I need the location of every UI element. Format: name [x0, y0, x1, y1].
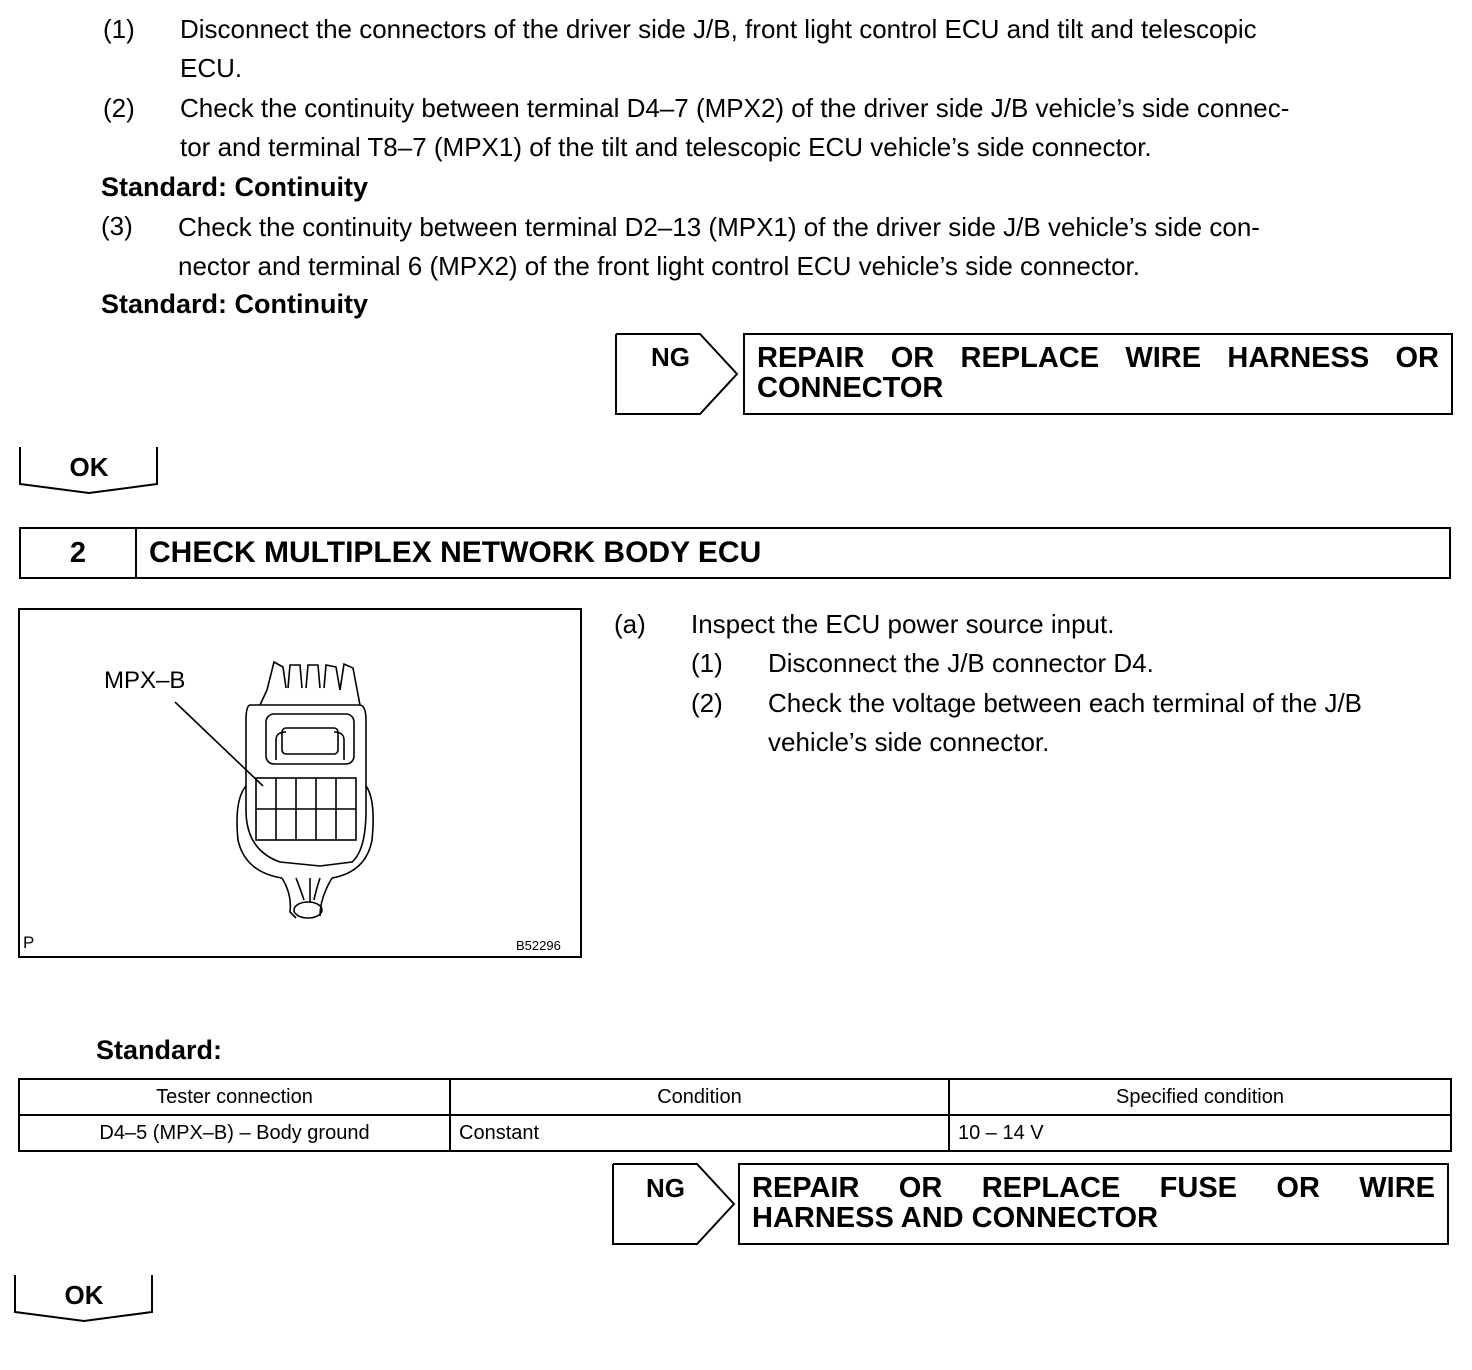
step-line: nector and terminal 6 (MPX2) of the front light control ECU vehicle’s side connector.: [178, 251, 1140, 281]
step-text: [178, 208, 1458, 286]
step-number: (1): [103, 14, 135, 44]
table-cell: 10 – 14 V: [949, 1115, 1451, 1151]
step-line: Disconnect the J/B connector D4.: [768, 648, 1154, 678]
table-header-row: [19, 1079, 1451, 1115]
ok-label: OK: [64, 1280, 104, 1310]
step-line: Check the continuity between terminal D4–7 (MPX2) of the driver side J/B vehicle’s side connec-: [180, 93, 1290, 123]
step-line: Check the continuity between terminal D2–13 (MPX1) of the driver side J/B vehicle’s side con-: [178, 212, 1260, 242]
figure-code: B52296: [516, 938, 561, 953]
ok-label: OK: [69, 452, 109, 482]
repair-line-2: CONNECTOR: [757, 372, 944, 404]
repair-line-2: HARNESS AND CONNECTOR: [752, 1202, 1159, 1234]
step-text: [180, 89, 1460, 167]
table-row: [19, 1115, 1451, 1151]
inspect-substep: [768, 644, 1468, 683]
repair-line-1: REPAIR OR REPLACE FUSE OR WIRE: [752, 1172, 1435, 1204]
figure-corner-mark: P: [23, 933, 35, 952]
step-line: ECU.: [180, 53, 243, 83]
step-line: vehicle’s side connector.: [768, 727, 1050, 757]
table-header: Condition: [450, 1079, 949, 1115]
standard-continuity: Standard: Continuity: [101, 172, 368, 202]
ng-label: NG: [646, 1173, 685, 1203]
step-header: [19, 527, 1451, 579]
inspect-substep: [768, 684, 1468, 762]
table-cell: D4–5 (MPX–B) – Body ground: [19, 1115, 450, 1151]
step-number: (2): [691, 688, 723, 718]
table-header: Tester connection: [19, 1079, 450, 1115]
step-title: CHECK MULTIPLEX NETWORK BODY ECU: [149, 536, 762, 569]
step-number: (2): [103, 93, 135, 123]
step-line: tor and terminal T8–7 (MPX1) of the tilt and telescopic ECU vehicle’s side connector.: [180, 132, 1152, 162]
table-header: Specified condition: [949, 1079, 1451, 1115]
connector-figure: [18, 608, 582, 958]
step-number: (a): [614, 609, 646, 639]
connector-illustration: [20, 610, 580, 956]
standard-continuity: Standard: Continuity: [101, 289, 368, 319]
inspect-text: Inspect the ECU power source input.: [691, 609, 1115, 639]
ng-label: NG: [651, 342, 690, 372]
repair-line-1: REPAIR OR REPLACE WIRE HARNESS OR: [757, 342, 1439, 374]
step-number-cell: 2: [21, 529, 137, 577]
step-text: [180, 10, 1460, 88]
step-number: (3): [101, 211, 133, 241]
step-line: Disconnect the connectors of the driver side J/B, front light control ECU and tilt and telescopic: [180, 14, 1257, 44]
spec-table: [18, 1078, 1452, 1152]
step-line: Check the voltage between each terminal of the J/B: [768, 688, 1363, 718]
standard-label: Standard:: [96, 1035, 223, 1065]
mpx-b-callout: MPX–B: [104, 667, 186, 694]
repair-instruction-box: [743, 333, 1453, 415]
repair-instruction-box: [738, 1163, 1449, 1245]
step-number: (1): [691, 648, 723, 678]
table-cell: Constant: [450, 1115, 949, 1151]
